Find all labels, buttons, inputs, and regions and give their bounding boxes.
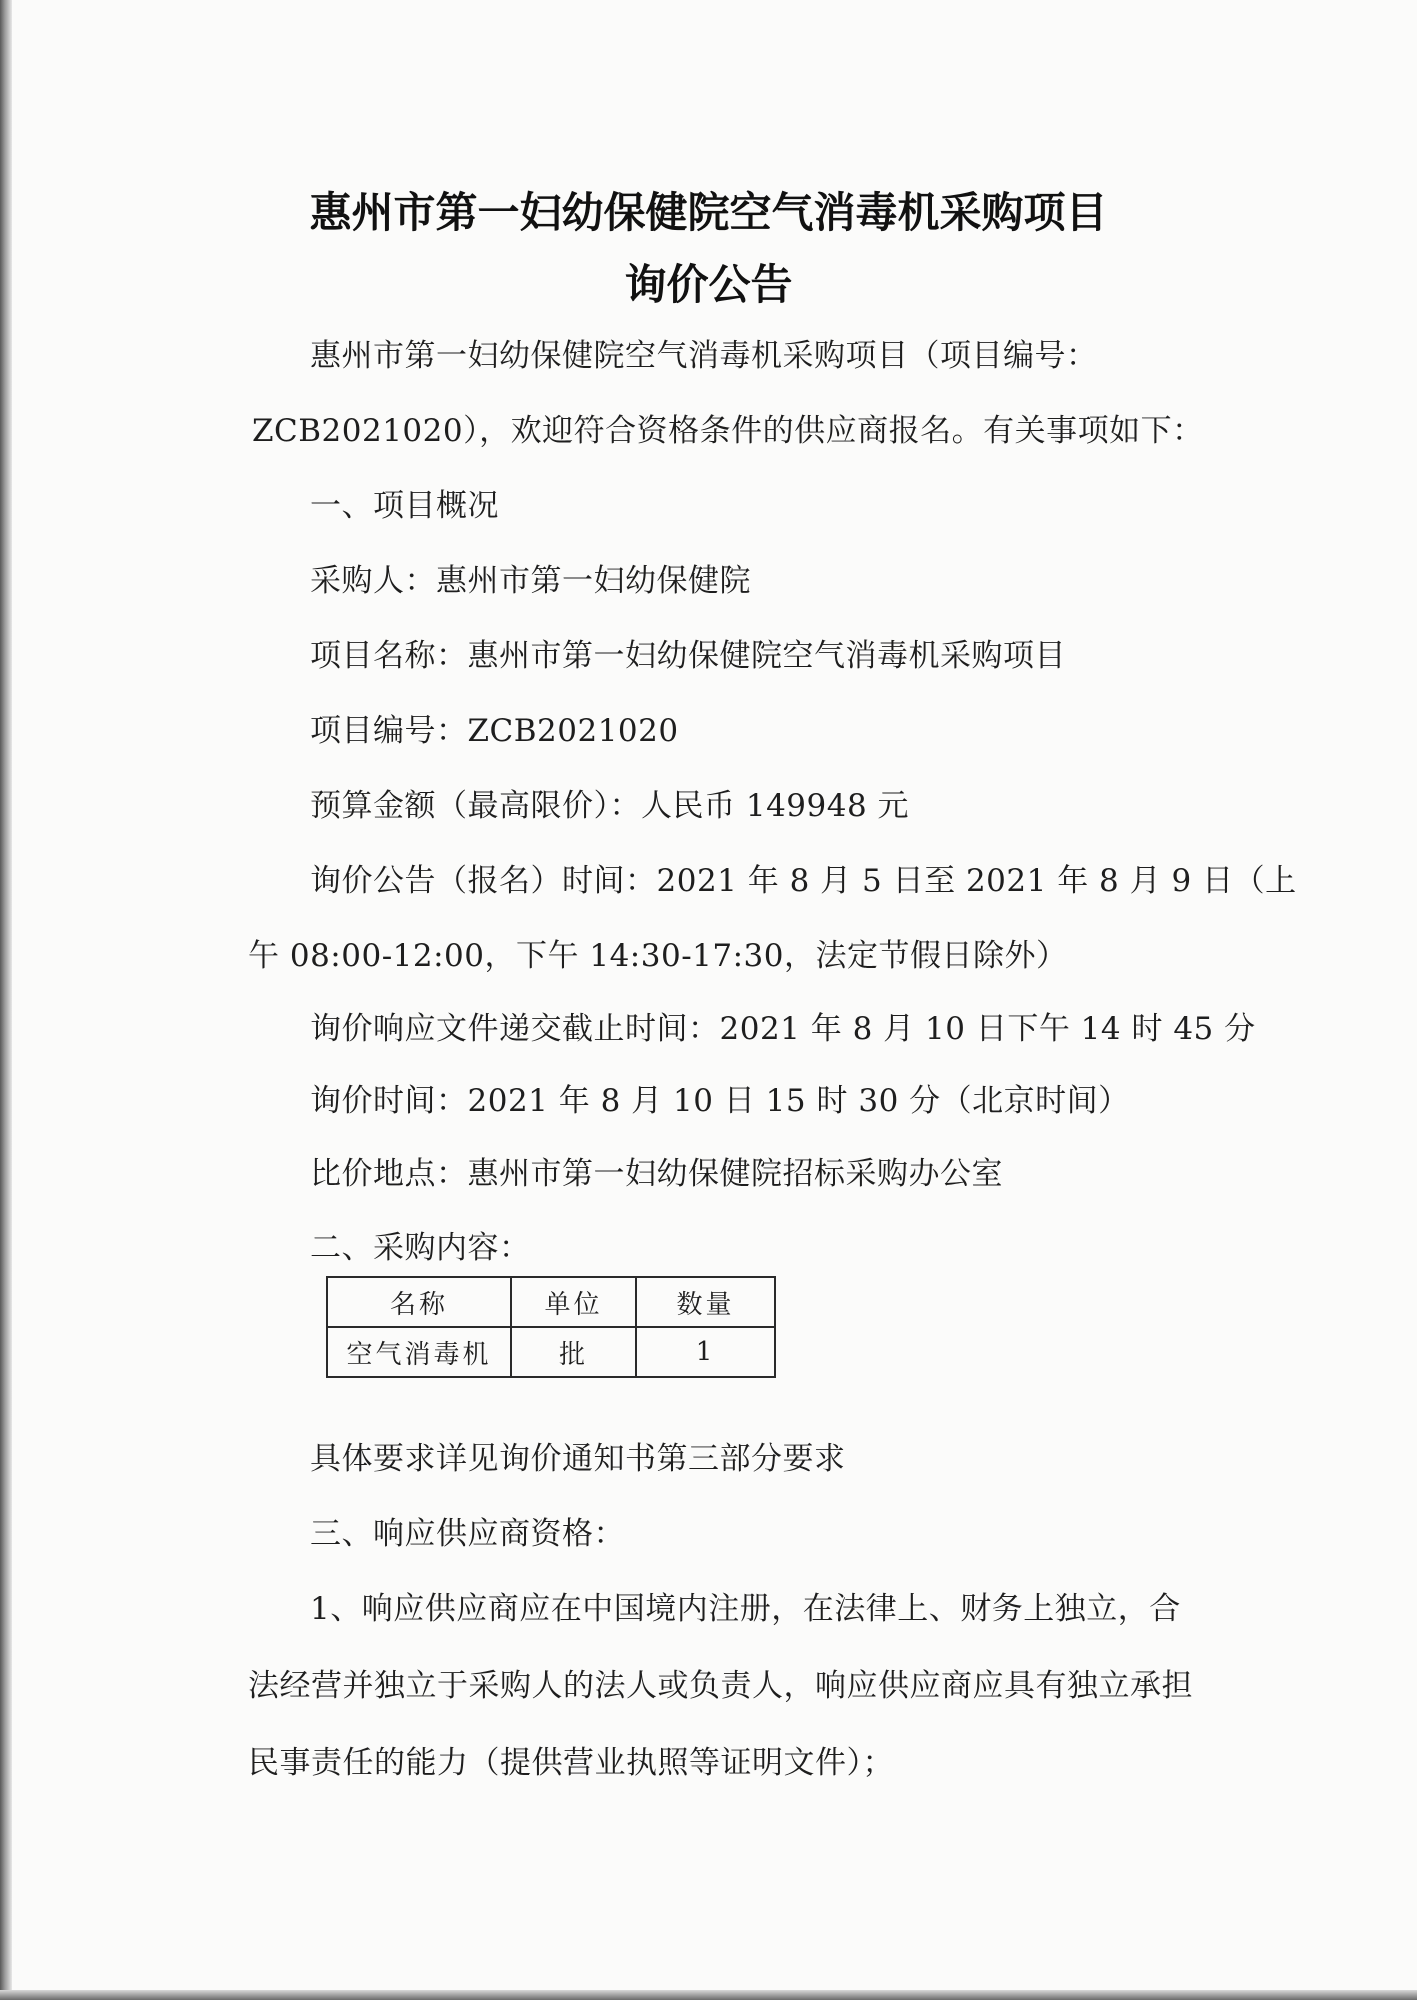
- document-subtitle: 询价公告: [624, 260, 793, 309]
- requirements-note: 具体要求详见询价通知书第三部分要求: [310, 1441, 846, 1477]
- section2-heading: 二、采购内容：: [310, 1230, 531, 1266]
- table-header-cell: 数量: [636, 1277, 775, 1327]
- intro-line-2: ZCB2021020），欢迎符合资格条件的供应商报名。有关事项如下：: [252, 413, 1204, 449]
- project-number: 项目编号：ZCB2021020: [310, 713, 679, 749]
- notice-time-line-1: 询价公告（报名）时间：2021 年 8 月 5 日至 2021 年 8 月 9 日（上: [310, 863, 1297, 899]
- intro-line-1: 惠州市第一妇幼保健院空气消毒机采购项目（项目编号：: [310, 338, 1098, 374]
- procurement-table: [326, 1276, 776, 1378]
- qualification-1-line-2: 法经营并独立于采购人的法人或负责人，响应供应商应具有独立承担: [248, 1668, 1193, 1704]
- qualification-1-line-1: 1、响应供应商应在中国境内注册，在法律上、财务上独立，合: [310, 1591, 1181, 1627]
- section3-heading: 三、响应供应商资格：: [310, 1516, 625, 1552]
- section1-heading: 一、项目概况: [310, 488, 499, 524]
- project-name: 项目名称：惠州市第一妇幼保健院空气消毒机采购项目: [310, 638, 1066, 674]
- inquiry-time: 询价时间：2021 年 8 月 10 日 15 时 30 分（北京时间）: [310, 1083, 1130, 1119]
- submission-deadline: 询价响应文件递交截止时间：2021 年 8 月 10 日下午 14 时 45 分: [310, 1011, 1256, 1047]
- table-cell: 空气消毒机: [327, 1327, 511, 1377]
- table-cell: 批: [511, 1327, 636, 1377]
- budget-amount: 预算金额（最高限价）：人民币 149948 元: [310, 788, 910, 824]
- table-header-cell: 单位: [511, 1277, 636, 1327]
- table-header-cell: 名称: [327, 1277, 511, 1327]
- document-title: 惠州市第一妇幼保健院空气消毒机采购项目: [309, 188, 1108, 237]
- table-cell: 1: [636, 1327, 775, 1377]
- qualification-1-line-3: 民事责任的能力（提供营业执照等证明文件）；: [248, 1745, 894, 1781]
- table-header-row: [327, 1277, 775, 1327]
- notice-time-line-2: 午 08:00-12:00，下午 14:30-17:30，法定节假日除外）: [248, 938, 1068, 974]
- purchaser: 采购人：惠州市第一妇幼保健院: [310, 563, 751, 599]
- comparison-location: 比价地点：惠州市第一妇幼保健院招标采购办公室: [310, 1156, 1003, 1192]
- table-row: [327, 1327, 775, 1377]
- scan-edge-bottom: [0, 1990, 1417, 2000]
